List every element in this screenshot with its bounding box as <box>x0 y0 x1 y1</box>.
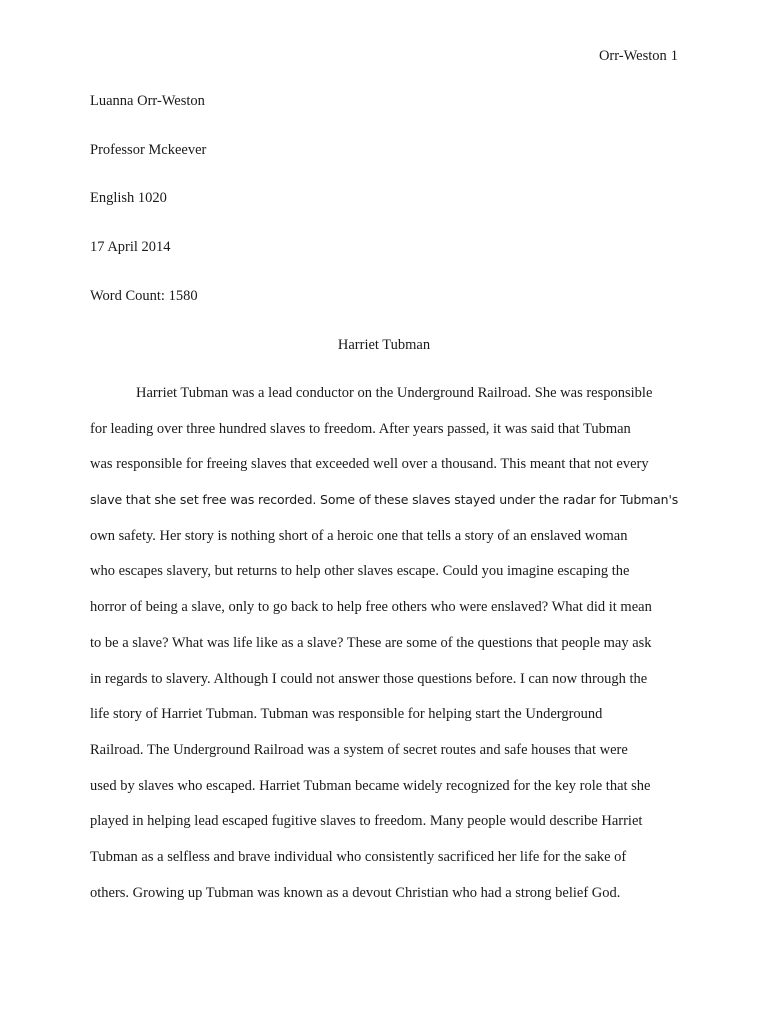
word-count: Word Count: 1580 <box>90 287 198 304</box>
body-line: used by slaves who escaped. Harriet Tubman became widely recognized for the key role that she <box>90 777 651 794</box>
course-name: English 1020 <box>90 190 167 207</box>
body-line: life story of Harriet Tubman. Tubman was responsible for helping start the Underground <box>90 706 603 723</box>
body-line: played in helping lead escaped fugitive slaves to freedom. Many people would describe Harriet <box>90 813 643 830</box>
body-line: who escapes slavery, but returns to help other slaves escape. Could you imagine escaping the <box>90 563 630 580</box>
body-line: slave that she set free was recorded. Some of these slaves stayed under the radar for Tubman's <box>90 492 679 508</box>
body-line: in regards to slavery. Although I could not answer those questions before. I can now through the <box>90 670 648 687</box>
body-line: Harriet Tubman was a lead conductor on the Underground Railroad. She was responsible <box>136 385 653 401</box>
running-head <box>599 46 678 66</box>
body-line: to be a slave? What was life like as a slave? These are some of the questions that people may ask <box>90 634 652 651</box>
essay-title: Harriet Tubman <box>337 337 431 353</box>
student-name: Luanna Orr-Weston <box>90 93 205 109</box>
body-line: Tubman as a selfless and brave individual who consistently sacrificed her life for the sake of <box>90 848 627 865</box>
body-line: others. Growing up Tubman was known as a devout Christian who had a strong belief God. <box>90 884 621 901</box>
body-line: for leading over three hundred slaves to freedom. After years passed, it was said that Tubman <box>90 420 631 437</box>
body-line: was responsible for freeing slaves that exceeded well over a thousand. This meant that not every <box>90 456 649 473</box>
body-line: horror of being a slave, only to go back to help free others who were enslaved? What did it mean <box>90 599 652 616</box>
body-line: Railroad. The Underground Railroad was a system of secret routes and safe houses that were <box>90 741 628 758</box>
professor-name: Professor Mckeever <box>90 141 207 158</box>
page-number: 1 <box>670 48 678 64</box>
date: 17 April 2014 <box>90 239 171 256</box>
body-line: own safety. Her story is nothing short of a heroic one that tells a story of an enslaved woman <box>90 527 628 544</box>
essay-body <box>90 383 678 918</box>
running-head-name: Orr-Weston <box>598 48 667 64</box>
mla-heading <box>90 91 678 334</box>
